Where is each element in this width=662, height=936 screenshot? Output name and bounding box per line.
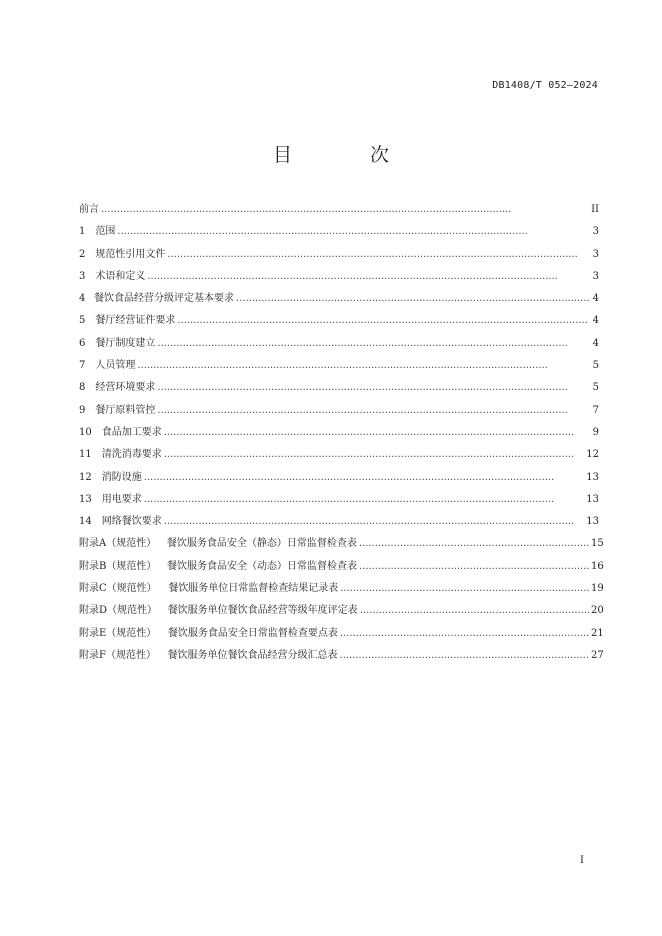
toc-entry-number: 附录F（规范性） bbox=[79, 649, 156, 661]
toc-entry-page: 3 bbox=[592, 248, 599, 260]
toc-entry-page: 3 bbox=[592, 226, 599, 238]
toc-entry-page: 16 bbox=[591, 560, 604, 572]
toc-entry-number: 附录A（规范性） bbox=[79, 538, 157, 550]
toc-entry-page: II bbox=[591, 204, 599, 215]
toc-entry[interactable] bbox=[79, 645, 604, 667]
toc-leader-dots bbox=[117, 221, 589, 243]
toc-leader-dots bbox=[157, 377, 589, 399]
toc-entry[interactable] bbox=[79, 422, 599, 444]
toc-entry-number: 附录D（规范性） bbox=[79, 605, 158, 617]
toc-entry-page: 20 bbox=[591, 605, 604, 617]
toc-entry[interactable] bbox=[79, 489, 599, 511]
toc-entry-number: 7 bbox=[79, 360, 86, 372]
toc-entry-page: 13 bbox=[586, 516, 599, 528]
toc-entry-label: 餐饮服务食品安全（动态）日常监督检查表 bbox=[167, 560, 358, 572]
toc-entry-page: 13 bbox=[586, 471, 599, 483]
toc-entry[interactable] bbox=[79, 355, 599, 377]
toc-leader-dots bbox=[137, 355, 589, 377]
toc-entry[interactable] bbox=[79, 467, 599, 489]
toc-leader-dots bbox=[101, 199, 589, 221]
toc-entry-label: 范围 bbox=[95, 226, 116, 238]
toc-entry-page: 12 bbox=[586, 449, 599, 461]
toc-leader-dots bbox=[144, 467, 585, 489]
toc-leader-dots bbox=[157, 400, 589, 422]
toc-entry[interactable] bbox=[79, 333, 599, 355]
toc-entry[interactable] bbox=[79, 578, 604, 600]
toc-entry-number: 14 bbox=[79, 516, 92, 528]
toc-entry[interactable] bbox=[79, 600, 604, 622]
table-of-contents bbox=[79, 199, 604, 667]
toc-entry[interactable] bbox=[79, 266, 599, 288]
toc-entry[interactable] bbox=[79, 199, 599, 221]
toc-leader-dots bbox=[157, 333, 589, 355]
toc-leader-dots bbox=[164, 444, 585, 466]
toc-entry[interactable] bbox=[79, 377, 599, 399]
toc-entry[interactable] bbox=[79, 511, 599, 533]
toc-entry-number: 11 bbox=[79, 449, 92, 461]
toc-entry-number: 13 bbox=[79, 493, 92, 505]
toc-entry-page: 4 bbox=[592, 315, 599, 327]
toc-entry-label: 消防设施 bbox=[101, 471, 142, 483]
toc-entry-number: 9 bbox=[79, 404, 86, 416]
toc-entry-page: 4 bbox=[592, 293, 599, 305]
page-number: I bbox=[580, 855, 584, 866]
toc-entry-page: 5 bbox=[592, 360, 599, 372]
toc-entry-label: 餐饮服务食品安全（静态）日常监督检查表 bbox=[166, 538, 357, 550]
toc-entry-label: 餐厅经营证件要求 bbox=[95, 315, 176, 327]
toc-entry-label: 餐厅原料管控 bbox=[95, 404, 156, 416]
toc-entry-page: 21 bbox=[591, 627, 604, 639]
toc-entry-page: 9 bbox=[592, 426, 599, 438]
page-title: 目 次 bbox=[272, 144, 426, 166]
toc-entry-label: 餐饮服务食品安全日常监督检查要点表 bbox=[167, 627, 338, 639]
toc-leader-dots bbox=[164, 511, 585, 533]
toc-leader-dots bbox=[340, 623, 589, 645]
toc-entry-page: 15 bbox=[591, 538, 604, 550]
toc-entry[interactable] bbox=[79, 533, 604, 555]
toc-entry-number: 12 bbox=[79, 471, 92, 483]
toc-entry-number: 5 bbox=[79, 315, 86, 327]
toc-leader-dots bbox=[177, 310, 589, 332]
toc-entry[interactable] bbox=[79, 221, 599, 243]
toc-entry-label: 食品加工要求 bbox=[101, 426, 162, 438]
toc-entry[interactable] bbox=[79, 556, 604, 578]
toc-entry-label: 网络餐饮要求 bbox=[101, 516, 162, 528]
toc-entry-page: 7 bbox=[592, 404, 599, 416]
toc-entry-label: 餐饮服务单位餐饮食品经营等级年度评定表 bbox=[167, 605, 358, 617]
toc-entry-page: 3 bbox=[592, 270, 599, 282]
toc-entry-label: 经营环境要求 bbox=[95, 382, 156, 394]
toc-entry-label: 用电要求 bbox=[101, 493, 142, 505]
toc-entry[interactable] bbox=[79, 310, 599, 332]
toc-entry-number: 6 bbox=[79, 337, 86, 349]
toc-leader-dots bbox=[360, 600, 589, 622]
toc-entry-page: 13 bbox=[586, 493, 599, 505]
toc-entry-page: 27 bbox=[591, 649, 604, 661]
toc-entry-label: 餐饮服务单位餐饮食品经营分级汇总表 bbox=[167, 649, 338, 661]
toc-leader-dots bbox=[147, 266, 589, 288]
toc-leader-dots bbox=[340, 645, 589, 667]
toc-entry-label: 餐饮食品经营分级评定基本要求 bbox=[94, 293, 235, 305]
toc-entry-label: 人员管理 bbox=[95, 360, 136, 372]
toc-entry-number: 附录B（规范性） bbox=[79, 560, 157, 572]
toc-entry[interactable] bbox=[79, 444, 599, 466]
toc-entry-number: 4 bbox=[79, 293, 86, 305]
toc-leader-dots bbox=[164, 422, 589, 444]
document-code: DB1408/T 052—2024 bbox=[492, 80, 598, 91]
toc-entry-page: 19 bbox=[591, 583, 604, 595]
toc-leader-dots bbox=[340, 578, 589, 600]
toc-entry-page: 5 bbox=[592, 382, 599, 394]
toc-entry-number: 1 bbox=[79, 226, 86, 238]
toc-entry-label: 清洗消毒要求 bbox=[101, 449, 162, 461]
toc-entry-number: 附录E（规范性） bbox=[79, 627, 157, 639]
toc-entry-label: 术语和定义 bbox=[95, 270, 146, 282]
toc-entry-number: 8 bbox=[79, 382, 86, 394]
toc-leader-dots bbox=[144, 489, 585, 511]
toc-entry-label: 餐饮服务单位日常监督检查结果记录表 bbox=[168, 583, 339, 595]
toc-entry-number: 附录C（规范性） bbox=[79, 583, 157, 595]
toc-leader-dots bbox=[359, 533, 589, 555]
toc-leader-dots bbox=[236, 288, 589, 310]
toc-entry[interactable] bbox=[79, 623, 604, 645]
toc-entry-number: 2 bbox=[79, 248, 86, 260]
toc-entry-label: 前言 bbox=[79, 204, 99, 215]
toc-entry-label: 规范性引用文件 bbox=[95, 248, 166, 260]
toc-entry-page: 4 bbox=[592, 337, 599, 349]
toc-entry[interactable] bbox=[79, 288, 599, 310]
toc-entry[interactable] bbox=[79, 244, 599, 266]
toc-entry-number: 3 bbox=[79, 270, 86, 282]
toc-entry-label: 餐厅制度建立 bbox=[95, 337, 156, 349]
toc-entry[interactable] bbox=[79, 400, 599, 422]
toc-leader-dots bbox=[359, 556, 589, 578]
toc-entry-number: 10 bbox=[79, 426, 92, 438]
toc-leader-dots bbox=[167, 244, 589, 266]
